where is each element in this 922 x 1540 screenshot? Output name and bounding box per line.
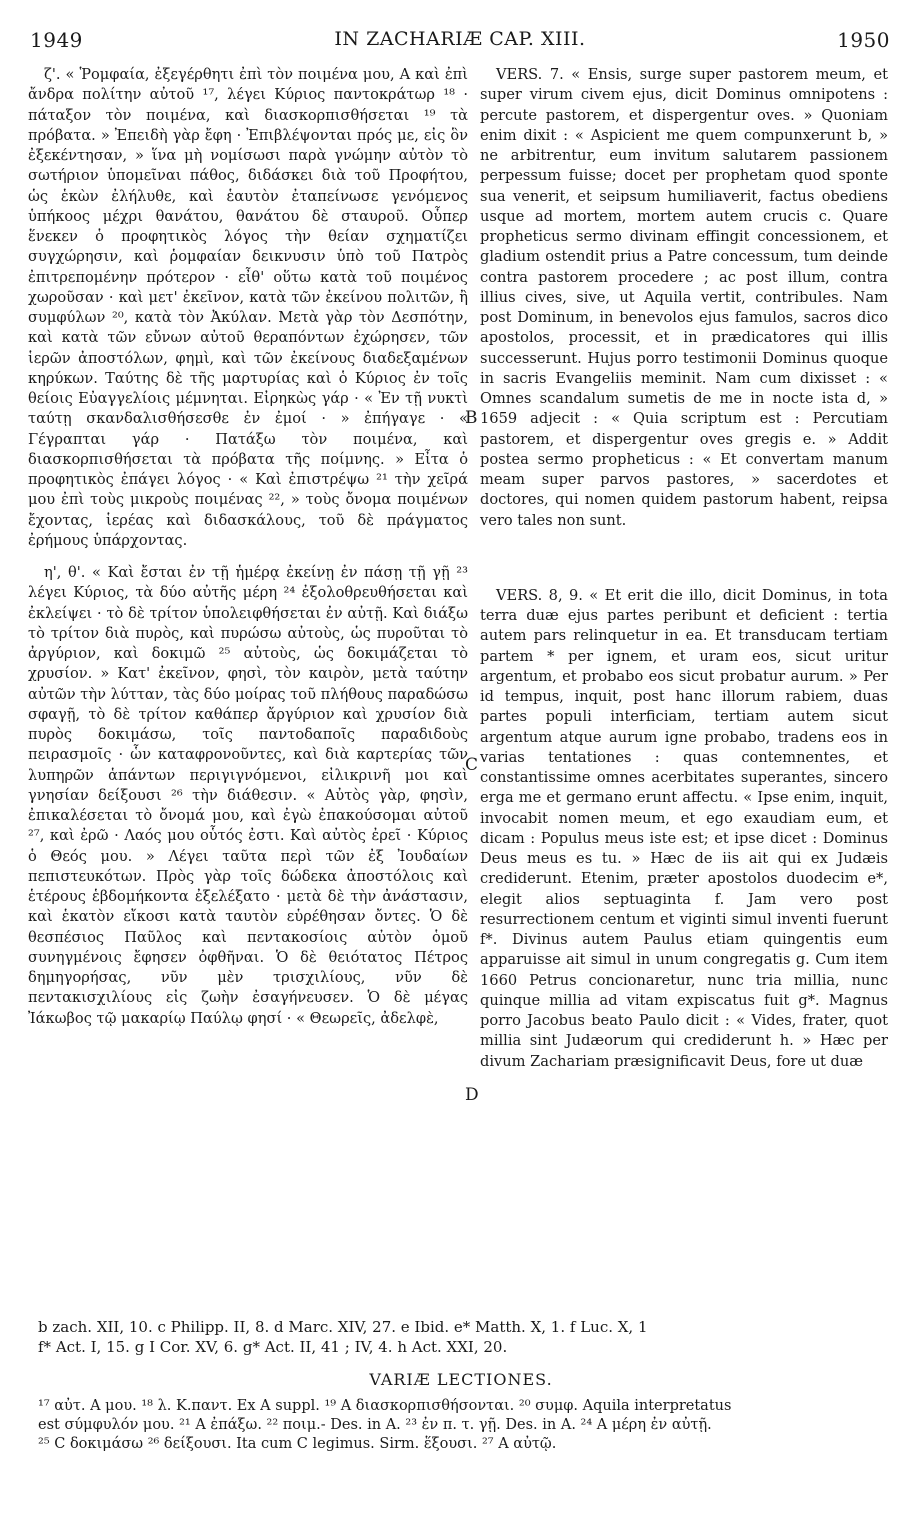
greek-paragraph-1: ζ'. « Ῥομφαία, ἐξεγέρθητι ἐπὶ τὸν ποιμένα μου, A καὶ ἐπὶ ἄνδρα πολίτην αὐτοῦ ¹⁷, λέγει Κύριος παντοκράτωρ ¹⁸ · πάταξον τὸν ποιμένα, καὶ διασκορπισθήσεται ¹⁹ τὰ πρόβατα. » Ἐπειδὴ γὰρ ἔφη · Ἐπιβλέψονται πρός με, εἰς ὃν ἐξεκέντησαν, » ἵνα μὴ νομίσωσι παρὰ γνώμην αὐτὸν τὸ σωτήριον ὑπομεῖναι πάθος, διδάσκει διὰ τοῦ Προφήτου, ὡς ἑκὼν ἐλήλυθε, καὶ ἑαυτὸν ἐταπείνωσε γενόμενος ὑπήκοος μέχρι θανάτου, θανάτου δὲ σταυροῦ. Οὗπερ ἕνεκεν ὁ προφητικὸς λόγος τὴν θείαν σχηματίζει συγχώρησιν, καὶ ῥομφαίαν δεικνυσιν ὑπὸ τοῦ Πατρὸς ἐπιτρεπομένην πρότερον · εἶθ' οὕτω κατὰ τοῦ ποιμένος χωροῦσαν · καὶ μετ' ἐκεῖνον, κατὰ τῶν ἐκείνου πολιτῶν, ἢ συμφύλων ²⁰, κατὰ τὸν Ἀκύλαν. Μετὰ γὰρ τὸν Δεσπότην, καὶ κατὰ τῶν εὔνων αὐτοῦ θεραπόντων ἐχώρησεν, τῶν ἱερῶν ἀποστόλων, φημὶ, καὶ τῶν ἐκείνους διαδεξαμένων κηρύκων. Ταύτης δὲ τῆς μαρτυρίας καὶ ὁ Κύριος ἐν τοῖς θείοις Εὐαγγελίοις μέμνηται. Εἰρηκὼς γάρ · « Ἐν τῇ νυκτὶ ταύτῃ σκανδαλισθήσεσθε ἐν ἐμοί · » ἐπήγαγε · « Γέγραπται γάρ · Πατάξω τὸν ποιμένα, καὶ διασκορπισθήσεται τὰ πρόβατα τῆς ποίμνης. » Εἶτα ὁ προφητικὸς ἐπάγει λόγος · « Καὶ ἐπιστρέψω ²¹ τὴν χεῖρά μου ἐπὶ τοὺς μικροὺς ποιμένας ²², » τοὺς ὄνομα ποιμένων ἔχοντας, ἱερέας καὶ διδασκάλους, τοῦ δὲ πράγματος ἐρήμους ὑπάρχοντας. (28, 66, 468, 549)
variae-line-1: ¹⁷ αὐτ. Α μου. ¹⁸ λ. Κ.παντ. Ex A suppl. ¹⁹ Α διασκορπισθήσονται. ²⁰ συμφ. Aquila interpretatus (38, 1398, 732, 1414)
variae-lectiones-title: VARIÆ LECTIONES. (369, 1370, 553, 1389)
variae-line-3: ²⁵ C δοκιμάσω ²⁶ δείξουσι. Ita cum C legimus. Sirm. ἕξουσι. ²⁷ Α αὐτῷ. (38, 1436, 557, 1452)
greek-column (28, 65, 468, 1029)
footnotes-line-1: b zach. XII, 10. c Philipp. II, 8. d Marc. XIV, 27. e Ibid. e* Matth. X, 1. f Luc. X, 1 (38, 1318, 648, 1336)
page-number-left: 1949 (30, 28, 83, 52)
latin-paragraph-2: VERS. 8, 9. « Et erit die illo, dicit Dominus, in tota terra duæ ejus partes peribunt et deficient : tertia autem pars relinquetur in ea. Et transducam tertiam partem * per ignem, et uram eos, sicut uritur argentum, et probabo eos sicut probatur aurum. » Per id tempus, inquit, post hanc illorum rabiem, duas partes populi interficiam, tertiam autem sicut argentum atque aurum igne probabo, tradens eos in varias tentationes : quas contemnentes, et constantissime omnes acerbitates superantes, sincero erga me et germano erunt affectu. « Ipse enim, inquit, invocabit nomen meum, et ego exaudiam eum, et dicam : Populus meus iste est; et ipse dicet : Dominus Deus meus es tu. » Hæc de iis ait qui ex Judæis crediderunt. Etenim, præter apostolos duodecim e*, elegit alios septuaginta f. Jam vero post resurrectionem centum et viginti simul inventi fuerunt f*. Divinus autem Paulus etiam quingentis eum apparuisse ait simul in unum congregatis g. Cum item 1660 Petrus concionaretur, nunc tria millia, nunc quinque millia ad vitam expiscatus fuit g*. Magnus porro Jacobus beato Paulo dicit : « Vides, frater, quot millia sint Judæorum qui crediderunt h. » Hæc per divum Zachariam præsignificavit Deus, fore ut duæ (480, 586, 888, 1070)
footnotes-line-2: f* Act. I, 15. g I Cor. XV, 6. g* Act. II, 41 ; IV, 4. h Act. XXI, 20. (38, 1338, 508, 1356)
latin-column (480, 65, 888, 1072)
running-title: IN ZACHARIÆ CAP. XIII. (334, 28, 586, 50)
margin-letter-b: B (465, 408, 478, 428)
margin-letter-d: D (465, 1085, 479, 1105)
page-number-right: 1950 (837, 28, 890, 52)
greek-paragraph-2: η', θ'. « Καὶ ἔσται ἐν τῇ ἡμέρᾳ ἐκείνῃ ἐν πάσῃ τῇ γῇ ²³ λέγει Κύριος, τὰ δύο αὐτῆς μέρη ²⁴ ἐξολοθρευθήσεται καὶ ἐκλείψει · τὸ δὲ τρίτον ὑπολειφθήσεται ἐν αὐτῇ. Καὶ διάξω τὸ τρίτον διὰ πυρὸς, καὶ πυρώσω αὐτοὺς, ὡς πυροῦται τὸ ἀργύριον, καὶ δοκιμῶ ²⁵ αὐτοὺς, ὡς δοκιμάζεται τὸ χρυσίον. » Κατ' ἐκεῖνον, φησὶ, τὸν καιρὸν, μετὰ ταύτην αὐτῶν τὴν λύτταν, τὰς δύο μοίρας τοῦ πλήθους παραδώσω σφαγῇ, τὸ δὲ τρίτον καθάπερ ἄργύριον καὶ χρυσίον διὰ πυρὸς δοκιμάσω, τοῖς παντοδαποῖς παραδιδοὺς πειρασμοῖς · ὧν καταφρονοῦντες, καὶ διὰ καρτερίας τῶν λυπηρῶν ἁπάντων περιγιγνόμενοι, εἰλικρινῆ μοι καὶ γνησίαν δείξουσι ²⁶ τὴν διάθεσιν. « Αὐτὸς γὰρ, φησὶν, ἐπικαλέσεται τὸ ὄνομά μου, καὶ ἐγὼ ἐπακούσομαι αὐτοῦ ²⁷, καὶ ἐρῶ · Λαός μου οὗτός ἐστι. Καὶ αὐτὸς ἐρεῖ · Κύριος ὁ Θεός μου. » Λέγει ταῦτα περὶ τῶν ἐξ Ἰουδαίων πεπιστευκότων. Πρὸς γὰρ τοῖς δώδεκα ἀποστόλοις καὶ ἑτέρους ἑβδομήκοντα ἐξελέξατο · μετὰ δὲ τὴν ἀνάστασιν, καὶ ἑκατὸν εἴκοσι κατὰ ταυτὸν εὑρέθησαν ὄντες. Ὁ δὲ θεσπέσιος Παῦλος καὶ πεντακοσίοις αὐτὸν ὁμοῦ συνηγμένοις ἔφησεν ὀφθῆναι. Ὁ δὲ θειότατος Πέτρος δημηγορήσας, νῦν μὲν τρισχιλίους, νῦν δὲ πεντακισχιλίους εἰς ζωὴν ἐσαγήνευσεν. Ὁ δὲ μέγας Ἰάκωβος τῷ μακαρίῳ Παύλῳ φησί · « Θεωρεῖς, ἀδελφὲ, (28, 564, 468, 1027)
variae-line-2: est σύμφυλόν μου. ²¹ Α ἐπάξω. ²² ποιμ.- Des. in A. ²³ ἐν π. τ. γῇ. Des. in A. ²⁴ Α μέρη ἐν αὐτῇ. (38, 1417, 712, 1433)
latin-paragraph-1: VERS. 7. « Ensis, surge super pastorem meum, et super virum civem ejus, dicit Dominus omnipotens : percute pastorem, et dispergentur oves. » Quoniam enim dixit : « Aspicient me quem compunxerunt b, » ne arbitrentur, eum invitum salutarem passionem perpessum fuisse; docet per prophetam quod sponte sua venerit, et seipsum humiliaverit, factus obediens usque ad mortem, mortem autem crucis c. Quare propheticus sermo divinam effingit concessionem, et gladium ostendit prius a Patre concessum, tum deinde contra pastorem procedere ; ac post illum, contra illius cives, sive, ut Aquila vertit, contribules. Nam post Dominum, in benevolos ejus famulos, sacros dico apostolos, processit, et in prædicatores qui illis successerunt. Hujus porro testimonii Dominus quoque in sacris Evangeliis meminit. Nam cum dixisset : « Omnes scandalum sumetis de me in nocte ista d, » 1659 adjecit : « Quia scriptum est : Percutiam pastorem, et dispergentur oves gregis e. » Addit postea sermo propheticus : « Et convertam manum meam super parvos pastores, » sacerdotes et doctores, qui nomen quidem pastorum habent, reipsa vero tales non sunt. (480, 66, 888, 529)
margin-letter-c: C (465, 755, 479, 775)
page-header (30, 28, 890, 56)
